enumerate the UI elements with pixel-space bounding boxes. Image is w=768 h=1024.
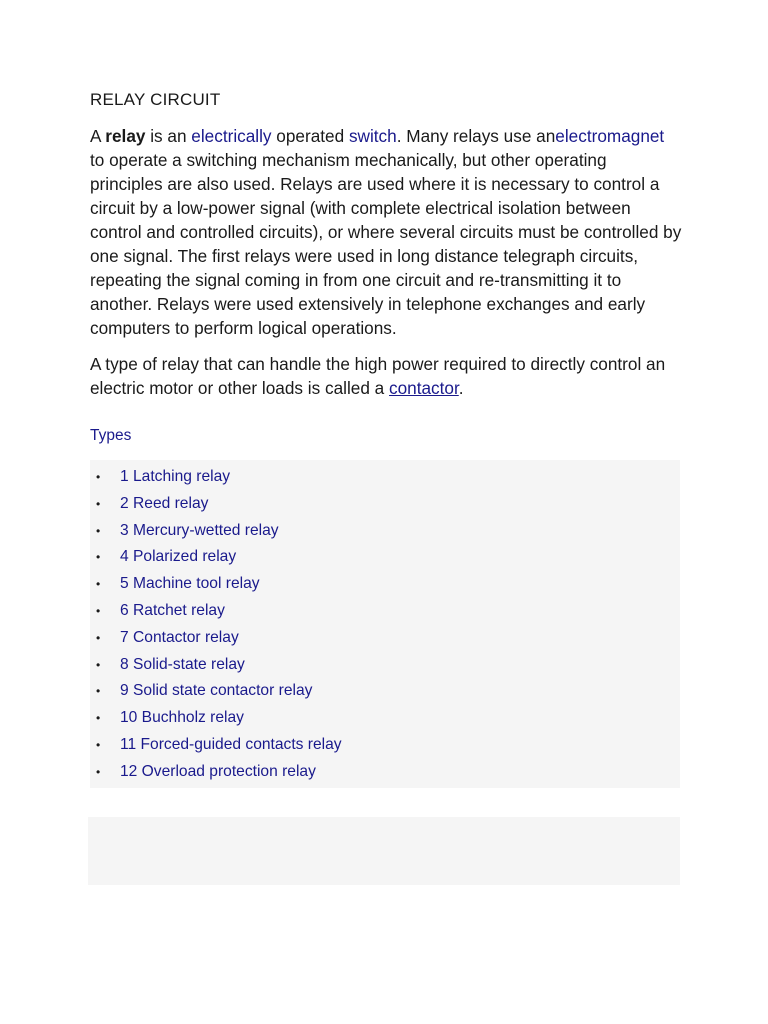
intro-text: operated [271,126,349,146]
types-list-item[interactable] [90,759,680,786]
bullet-icon: • [96,523,101,538]
types-list-box [90,460,680,788]
intro-paragraph [90,124,682,340]
types-list-item-label[interactable]: 4 Polarized relay [120,548,237,566]
types-list-item[interactable] [90,732,680,759]
types-list-item-label[interactable]: 10 Buchholz relay [120,709,244,727]
types-list-item[interactable] [90,571,680,598]
bullet-icon: • [96,764,101,779]
contactor-paragraph [90,352,682,400]
intro-text: is an [145,126,192,146]
bullet-icon: • [96,711,101,726]
relay-term: relay [105,126,146,146]
types-list-item-label[interactable]: 6 Ratchet relay [120,601,225,619]
empty-content-box [88,817,680,885]
bullet-icon: • [96,603,101,618]
types-list-item-label[interactable]: 12 Overload protection relay [120,762,316,780]
page-title: RELAY CIRCUIT [90,90,221,109]
types-list-item[interactable] [90,678,680,705]
types-list-item-label[interactable]: 7 Contactor relay [120,628,239,646]
bullet-icon: • [96,657,101,672]
bullet-icon: • [96,550,101,565]
bullet-icon: • [96,630,101,645]
document-page [90,88,682,788]
types-list-item[interactable] [90,598,680,625]
types-list-item-label[interactable]: 3 Mercury-wetted relay [120,521,279,539]
types-list-item[interactable] [90,652,680,679]
types-list [90,464,680,786]
types-list-item-label[interactable]: 8 Solid-state relay [120,655,245,673]
bullet-icon: • [96,496,101,511]
types-list-item[interactable] [90,491,680,518]
bullet-icon: • [96,684,101,699]
intro-text: A [90,126,106,146]
switch-link[interactable]: switch [348,126,397,146]
types-heading[interactable]: Types [90,427,132,444]
intro-text: to operate a switching mechanism mechanically, but other operating principles are also used. Relays are used where it is necessary to control a circuit by a low-power signal (with complete electrical isolation between control and controlled circuits), or where several circuits must be controlled by one signal. The first relays were used in long distance telegraph circuits, repeating the signal coming in from one circuit and re-transmitting it to another. Relays were used extensively in telephone exchanges and early computers to perform logical operations. [90,150,682,338]
types-list-item[interactable] [90,518,680,545]
types-list-item[interactable] [90,544,680,571]
intro-text: . Many relays use an [396,126,556,146]
types-list-item-label[interactable]: 2 Reed relay [120,494,209,512]
types-list-item[interactable] [90,625,680,652]
types-list-item-label[interactable]: 9 Solid state contactor relay [120,682,313,700]
contactor-text: A type of relay that can handle the high power required to directly control an electric motor or other loads is called a [90,354,666,398]
electromagnet-link[interactable]: electromagnet [555,126,665,146]
electrically-link[interactable]: electrically [191,126,272,146]
types-list-item-label[interactable]: 5 Machine tool relay [120,575,260,593]
types-list-item-label[interactable]: 11 Forced-guided contacts relay [120,735,342,753]
types-list-item[interactable] [90,464,680,491]
contactor-link[interactable]: contactor [389,378,459,398]
bullet-icon: • [96,470,101,484]
bullet-icon: • [96,737,101,752]
types-list-item[interactable] [90,705,680,732]
types-list-item-label[interactable]: 1 Latching relay [120,468,231,485]
contactor-text-end: . [458,378,464,398]
bullet-icon: • [96,577,101,592]
